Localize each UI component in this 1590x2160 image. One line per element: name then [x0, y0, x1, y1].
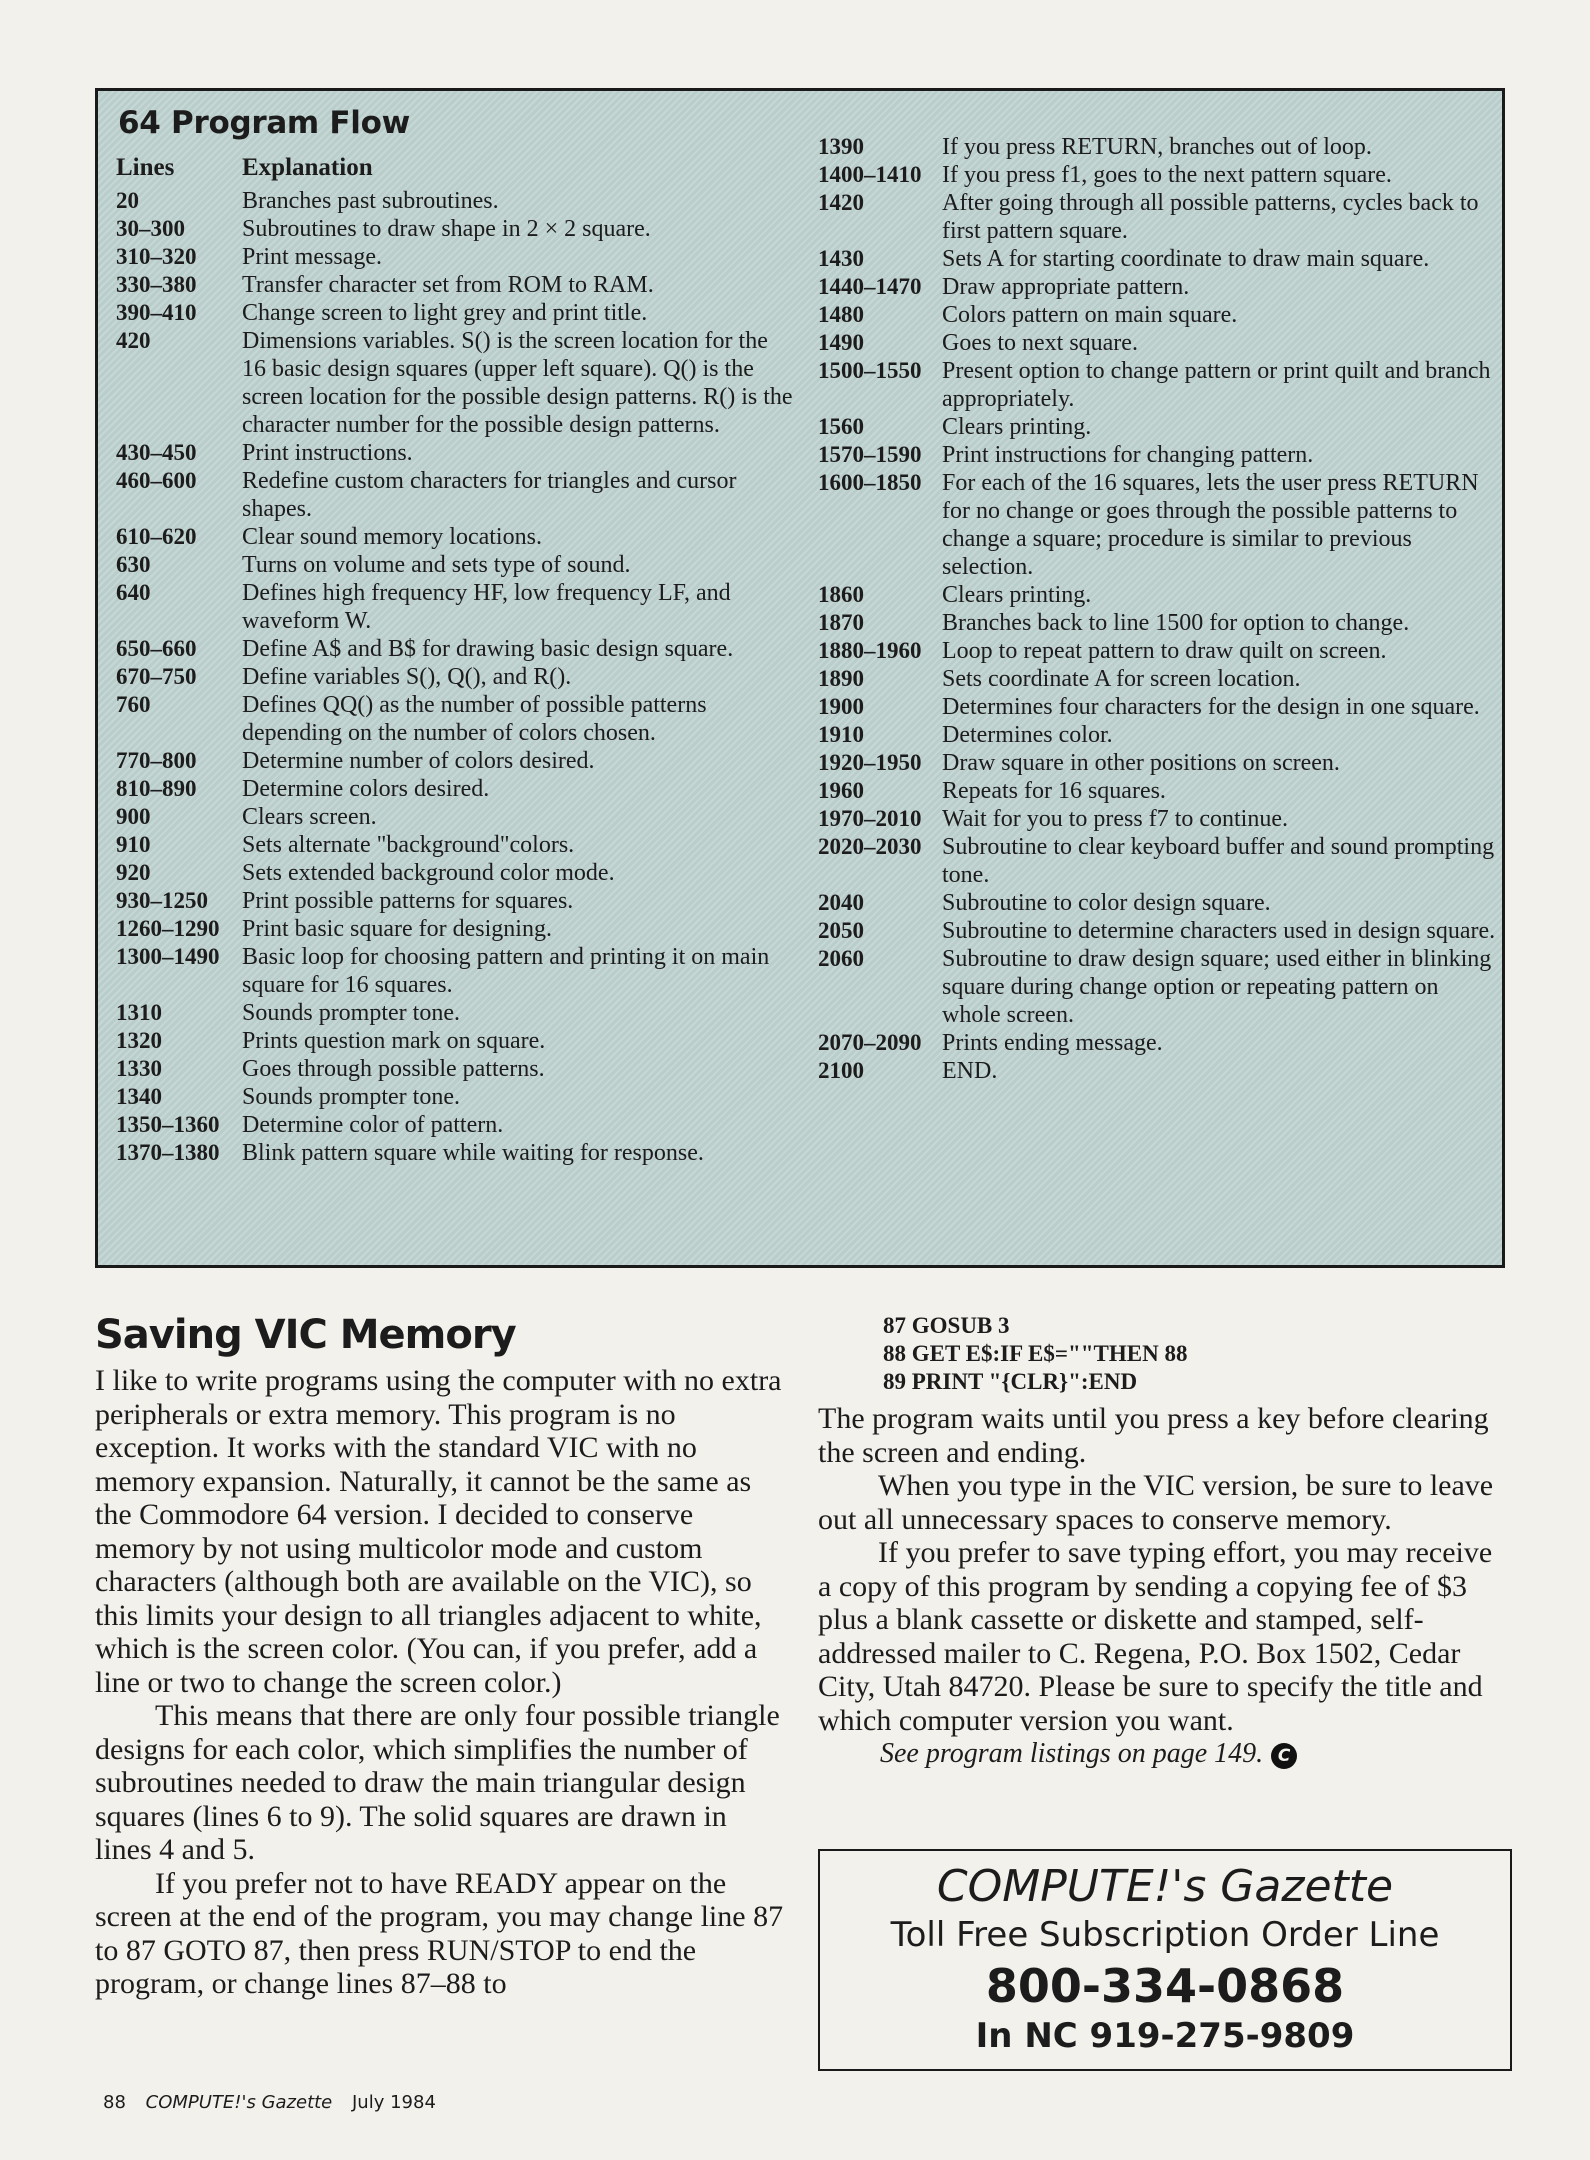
paragraph: If you prefer to save typing effort, you may receive a copy of this program by sending a copying fee of $3 plus a blank cassette or diskette and stamped, self-addressed mailer to C. Regena, P.O. Box 1502, Cedar City, Utah 84720. Please be sure to specify the title and which computer version you want. [818, 1536, 1493, 1737]
article-left-column [95, 1364, 785, 2001]
row-explanation: Change screen to light grey and print title. [242, 300, 648, 326]
table-row [818, 329, 1498, 357]
row-explanation: Print instructions for changing pattern. [942, 442, 1314, 468]
row-explanation: If you press f1, goes to the next pattern square. [942, 162, 1392, 188]
row-lines: 1910 [818, 722, 864, 747]
row-explanation: If you press RETURN, branches out of loop. [942, 134, 1372, 160]
row-explanation: Branches back to line 1500 for option to change. [942, 610, 1410, 636]
header-lines: Lines [116, 154, 175, 181]
row-explanation: Present option to change pattern or print quilt and branch appropriately. [942, 358, 1491, 412]
row-explanation: Subroutine to draw design square; used either in blinking square during change option or repeating pattern on whole screen. [942, 946, 1492, 1028]
row-explanation: Basic loop for choosing pattern and printing it on main square for 16 squares. [242, 944, 770, 998]
row-explanation: Subroutine to determine characters used in design square. [942, 918, 1496, 944]
table-row [116, 1111, 796, 1139]
row-lines: 1960 [818, 778, 864, 803]
row-explanation: Defines high frequency HF, low frequency LF, and waveform W. [242, 580, 731, 634]
code-line: 89 PRINT "{CLR}":END [883, 1369, 1138, 1394]
row-lines: 1490 [818, 330, 864, 355]
ad-tagline: Toll Free Subscription Order Line [890, 1915, 1440, 1955]
subscription-ad [818, 1849, 1512, 2071]
paragraph: If you prefer not to have READY appear on the screen at the end of the program, you may change line 87 to 87 GOTO 87, then press RUN/STOP to end the program, or change lines 87–88 to [95, 1866, 784, 2000]
table-row [818, 189, 1498, 245]
article-right-column [818, 1402, 1510, 1771]
row-lines: 1340 [116, 1084, 162, 1109]
listing-note-text: See program listings on page 149. [880, 1738, 1264, 1769]
row-lines: 1570–1590 [818, 442, 922, 467]
row-lines: 770–800 [116, 748, 197, 773]
row-lines: 810–890 [116, 776, 197, 801]
table-row [818, 581, 1498, 609]
table-row [818, 777, 1498, 805]
article-heading: Saving VIC Memory [95, 1312, 516, 1358]
row-explanation: Clears printing. [942, 414, 1092, 440]
row-lines: 1560 [818, 414, 864, 439]
table-row [818, 245, 1498, 273]
row-explanation: Determine number of colors desired. [242, 748, 595, 774]
table-row [818, 833, 1498, 889]
row-explanation: Prints question mark on square. [242, 1028, 546, 1054]
row-lines: 630 [116, 552, 151, 577]
row-lines: 390–410 [116, 300, 197, 325]
row-lines: 310–320 [116, 244, 197, 269]
table-row [116, 467, 796, 523]
flow-column-left [116, 149, 796, 1167]
row-lines: 2020–2030 [818, 834, 922, 859]
flow-column-right [818, 133, 1498, 1085]
table-row [116, 831, 796, 859]
row-explanation: Determine color of pattern. [242, 1112, 504, 1138]
row-explanation: Sets alternate "background"colors. [242, 832, 575, 858]
row-lines: 760 [116, 692, 151, 717]
row-lines: 20 [116, 188, 139, 213]
table-row [818, 721, 1498, 749]
row-explanation: For each of the 16 squares, lets the user press RETURN for no change or goes through the possible patterns to change a square; procedure is similar to previous selection. [942, 470, 1479, 580]
table-row [116, 243, 796, 271]
row-lines: 640 [116, 580, 151, 605]
row-lines: 650–660 [116, 636, 197, 661]
ad-phone: 800-334-0868 [985, 1959, 1345, 2013]
table-row [116, 187, 796, 215]
row-explanation: Print message. [242, 244, 382, 270]
table-row [818, 805, 1498, 833]
row-explanation: Wait for you to press f7 to continue. [942, 806, 1288, 832]
row-lines: 910 [116, 832, 151, 857]
header-explanation: Explanation [242, 154, 373, 181]
row-lines: 1330 [116, 1056, 162, 1081]
row-explanation: After going through all possible patterns, cycles back to first pattern square. [942, 190, 1479, 244]
table-row [818, 917, 1498, 945]
row-explanation: Goes through possible patterns. [242, 1056, 545, 1082]
row-explanation: Repeats for 16 squares. [942, 778, 1166, 804]
table-row [116, 1055, 796, 1083]
row-lines: 670–750 [116, 664, 197, 689]
program-flow-table [95, 88, 1505, 1268]
table-row [818, 609, 1498, 637]
row-lines: 1860 [818, 582, 864, 607]
left-rows [116, 187, 796, 1167]
row-explanation: Print basic square for designing. [242, 916, 552, 942]
row-explanation: Colors pattern on main square. [942, 302, 1238, 328]
row-lines: 2050 [818, 918, 864, 943]
table-title: 64 Program Flow [118, 105, 410, 141]
table-row [818, 637, 1498, 665]
row-explanation: Clears printing. [942, 582, 1092, 608]
row-explanation: Subroutines to draw shape in 2 × 2 square. [242, 216, 651, 242]
row-explanation: Subroutine to clear keyboard buffer and sound prompting tone. [942, 834, 1495, 888]
row-explanation: Loop to repeat pattern to draw quilt on screen. [942, 638, 1387, 664]
table-row [818, 749, 1498, 777]
row-lines: 1480 [818, 302, 864, 327]
table-row [116, 915, 796, 943]
code-listing [883, 1312, 1187, 1396]
table-row [818, 469, 1498, 581]
row-explanation: Clears screen. [242, 804, 377, 830]
row-lines: 1300–1490 [116, 944, 220, 969]
row-lines: 1880–1960 [818, 638, 922, 663]
row-lines: 1920–1950 [818, 750, 922, 775]
table-row [818, 357, 1498, 413]
paragraph: I like to write programs using the computer with no extra peripherals or extra memory. This program is no exception. It works with the standard VIC with no memory expansion. Naturally, it cannot be the same as the Commodore 64 version. I decided to conserve memory by not using multicolor mode and custom characters (although both are available on the VIC), so this limits your design to all triangles adjacent to white, which is the screen color. (You can, if you prefer, add a line or two to change the screen color.) [95, 1364, 782, 1699]
row-explanation: Prints ending message. [942, 1030, 1163, 1056]
row-lines: 430–450 [116, 440, 197, 465]
table-row [818, 1029, 1498, 1057]
table-row [116, 271, 796, 299]
table-row [818, 693, 1498, 721]
row-lines: 920 [116, 860, 151, 885]
row-lines: 1890 [818, 666, 864, 691]
row-explanation: Sounds prompter tone. [242, 1000, 460, 1026]
listing-note [818, 1737, 1510, 1771]
page-number: 88 [103, 2092, 126, 2113]
row-explanation: Clear sound memory locations. [242, 524, 542, 550]
row-lines: 1900 [818, 694, 864, 719]
row-explanation: Dimensions variables. S() is the screen location for the 16 basic design squares (upper left square). Q() is the screen location for the possible design patterns. R() is the character number for the possible design patterns. [242, 328, 793, 438]
table-row [818, 1057, 1498, 1085]
right-rows [818, 133, 1498, 1085]
paragraph: When you type in the VIC version, be sure to leave out all unnecessary spaces to conserve memory. [818, 1469, 1494, 1536]
row-explanation: Sets extended background color mode. [242, 860, 615, 886]
page-footer [103, 2092, 450, 2113]
row-lines: 610–620 [116, 524, 197, 549]
row-explanation: Branches past subroutines. [242, 188, 499, 214]
row-explanation: Determines four characters for the design in one square. [942, 694, 1480, 720]
table-row [116, 551, 796, 579]
row-explanation: Define A$ and B$ for drawing basic design square. [242, 636, 734, 662]
row-explanation: Determine colors desired. [242, 776, 490, 802]
table-row [116, 803, 796, 831]
table-row [818, 441, 1498, 469]
table-row [116, 747, 796, 775]
row-lines: 2100 [818, 1058, 864, 1083]
table-row [116, 943, 796, 999]
row-lines: 1310 [116, 1000, 162, 1025]
row-lines: 1430 [818, 246, 864, 271]
table-row [818, 945, 1498, 1029]
row-explanation: Determines color. [942, 722, 1113, 748]
row-explanation: Transfer character set from ROM to RAM. [242, 272, 654, 298]
paragraph: The program waits until you press a key before clearing the screen and ending. [818, 1402, 1489, 1469]
table-row [116, 299, 796, 327]
row-explanation: Draw square in other positions on screen. [942, 750, 1340, 776]
compute-logo-icon: C [1271, 1743, 1297, 1769]
ad-nc-phone: In NC 919-275-9809 [975, 2016, 1355, 2056]
row-explanation: Sets coordinate A for screen location. [942, 666, 1301, 692]
row-explanation: Blink pattern square while waiting for response. [242, 1140, 704, 1166]
row-lines: 1390 [818, 134, 864, 159]
row-lines: 330–380 [116, 272, 197, 297]
row-lines: 1970–2010 [818, 806, 922, 831]
row-lines: 1870 [818, 610, 864, 635]
row-lines: 2070–2090 [818, 1030, 922, 1055]
row-lines: 900 [116, 804, 151, 829]
table-row [116, 579, 796, 635]
table-row [818, 273, 1498, 301]
ad-brand: COMPUTE!'s Gazette [936, 1861, 1394, 1912]
row-explanation: Turns on volume and sets type of sound. [242, 552, 631, 578]
footer-magazine: COMPUTE!'s Gazette [145, 2092, 333, 2113]
table-row [116, 663, 796, 691]
table-row [116, 523, 796, 551]
table-row [116, 215, 796, 243]
table-row [818, 133, 1498, 161]
table-row [818, 301, 1498, 329]
row-lines: 1420 [818, 190, 864, 215]
table-row [116, 439, 796, 467]
row-lines: 420 [116, 328, 151, 353]
row-lines: 1320 [116, 1028, 162, 1053]
table-row [818, 413, 1498, 441]
row-lines: 1350–1360 [116, 1112, 220, 1137]
row-explanation: Print possible patterns for squares. [242, 888, 574, 914]
code-line: 88 GET E$:IF E$=""THEN 88 [883, 1341, 1188, 1366]
row-lines: 1260–1290 [116, 916, 220, 941]
table-row [818, 889, 1498, 917]
table-row [116, 635, 796, 663]
table-row [116, 1139, 796, 1167]
row-lines: 1600–1850 [818, 470, 922, 495]
row-lines: 1500–1550 [818, 358, 922, 383]
paragraph: This means that there are only four possible triangle designs for each color, which simplifies the number of subroutines needed to draw the main triangular design squares (lines 6 to 9). The solid squares are drawn in lines 4 and 5. [95, 1699, 780, 1866]
row-explanation: Defines QQ() as the number of possible patterns depending on the number of colors chosen. [242, 692, 707, 746]
row-lines: 1440–1470 [818, 274, 922, 299]
table-row [116, 327, 796, 439]
row-explanation: Define variables S(), Q(), and R(). [242, 664, 572, 690]
table-row [116, 999, 796, 1027]
row-explanation: Sounds prompter tone. [242, 1084, 460, 1110]
row-lines: 460–600 [116, 468, 197, 493]
table-row [116, 859, 796, 887]
row-lines: 930–1250 [116, 888, 208, 913]
row-lines: 2040 [818, 890, 864, 915]
table-row [116, 775, 796, 803]
row-explanation: Redefine custom characters for triangles and cursor shapes. [242, 468, 737, 522]
row-lines: 2060 [818, 946, 864, 971]
row-explanation: END. [942, 1058, 998, 1084]
table-row [116, 887, 796, 915]
row-explanation: Print instructions. [242, 440, 413, 466]
row-lines: 30–300 [116, 216, 185, 241]
table-row [818, 665, 1498, 693]
footer-date: July 1984 [352, 2092, 436, 2113]
table-header [116, 149, 796, 187]
row-lines: 1400–1410 [818, 162, 922, 187]
row-explanation: Subroutine to color design square. [942, 890, 1271, 916]
table-row [116, 1083, 796, 1111]
code-line: 87 GOSUB 3 [883, 1313, 1010, 1338]
row-explanation: Sets A for starting coordinate to draw main square. [942, 246, 1430, 272]
table-row [116, 691, 796, 747]
row-lines: 1370–1380 [116, 1140, 220, 1165]
row-explanation: Goes to next square. [942, 330, 1138, 356]
row-explanation: Draw appropriate pattern. [942, 274, 1190, 300]
table-row [818, 161, 1498, 189]
table-row [116, 1027, 796, 1055]
